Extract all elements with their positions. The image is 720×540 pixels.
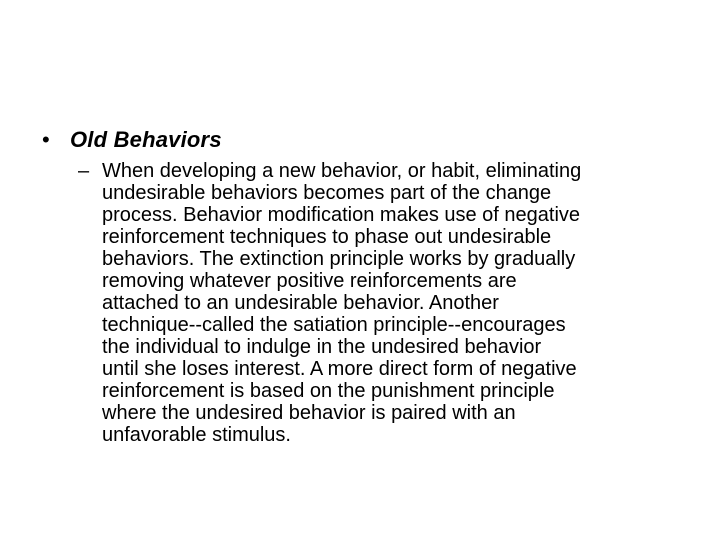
text-line: attached to an undesirable behavior. Another bbox=[102, 292, 499, 314]
text-line: undesirable behaviors becomes part of the change bbox=[102, 182, 552, 204]
text-line: When developing a new behavior, or habit, eliminating bbox=[102, 160, 582, 182]
text-line: reinforcement techniques to phase out undesirable bbox=[102, 226, 552, 248]
sub-bullet-marker: – bbox=[78, 160, 90, 182]
text-line: technique--called the satiation principle--encourages bbox=[102, 314, 566, 336]
text-line: until she loses interest. A more direct form of negative bbox=[102, 358, 577, 380]
bullet-item-old-behaviors bbox=[42, 127, 222, 153]
text-line: removing whatever positive reinforcements are bbox=[102, 270, 517, 292]
text-line: reinforcement is based on the punishment principle bbox=[102, 380, 555, 402]
text-line: process. Behavior modification makes use of negative bbox=[102, 204, 581, 226]
sub-bullet-item bbox=[78, 160, 698, 446]
text-line: where the undesired behavior is paired with an bbox=[102, 402, 516, 424]
text-line: unfavorable stimulus. bbox=[102, 424, 291, 446]
sub-bullet-text bbox=[102, 160, 581, 446]
bullet-marker: • bbox=[42, 127, 50, 152]
text-line: the individual to indulge in the undesired behavior bbox=[102, 336, 542, 358]
bullet-title: Old Behaviors bbox=[70, 127, 222, 152]
text-line: behaviors. The extinction principle works by gradually bbox=[102, 248, 576, 270]
